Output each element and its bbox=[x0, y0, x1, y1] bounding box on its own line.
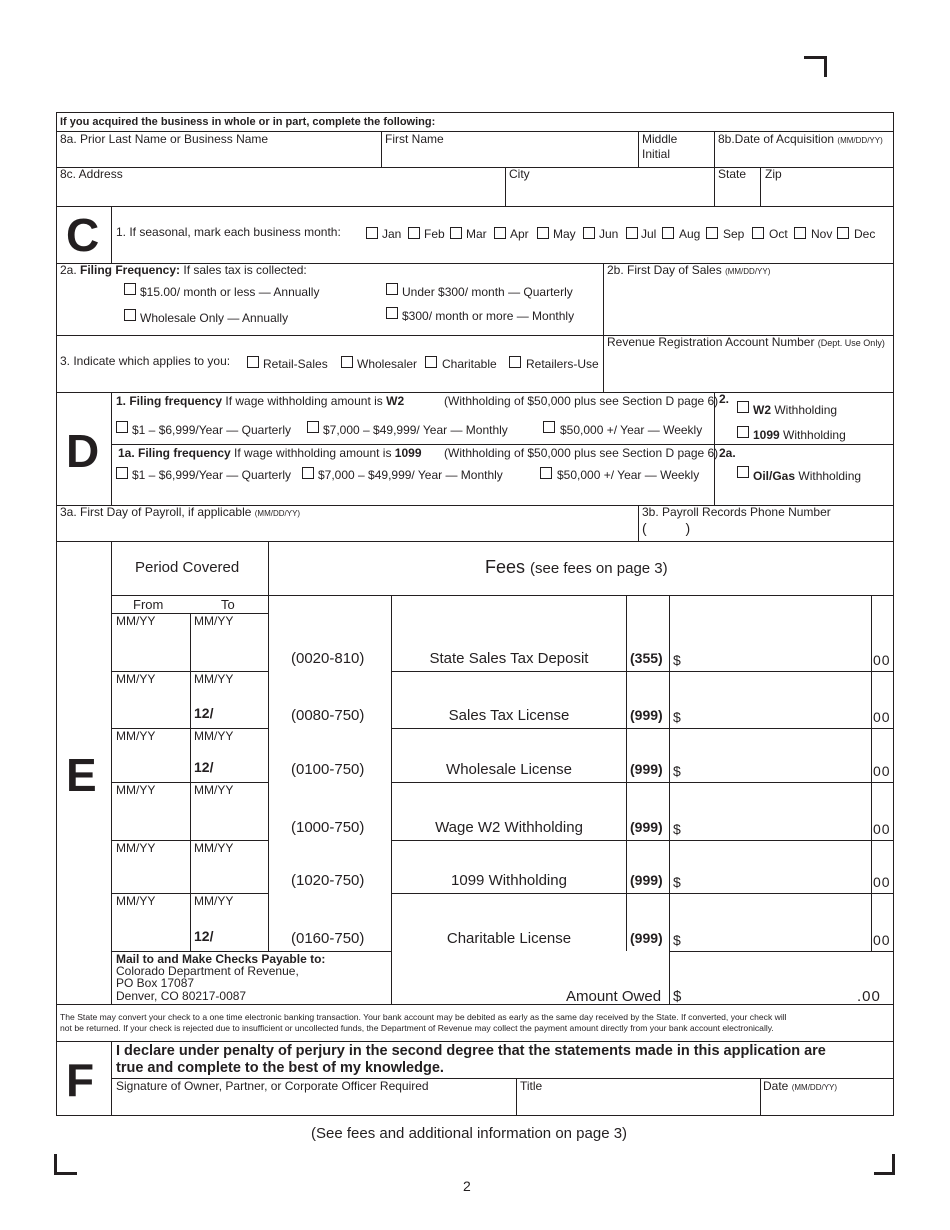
from-format-label: MM/YY bbox=[116, 841, 156, 855]
filing-frequency-1099-label bbox=[118, 447, 422, 459]
wholesaler-checkbox[interactable] bbox=[341, 356, 353, 368]
from-format-label: MM/YY bbox=[116, 729, 156, 743]
fee-cents: 00 bbox=[873, 709, 891, 725]
ff-1099-type: 1099 bbox=[394, 446, 422, 460]
w2-weekly-checkbox[interactable] bbox=[543, 421, 555, 433]
jun-label: Jun bbox=[599, 227, 619, 241]
fee-code: (1000-750) bbox=[291, 819, 365, 836]
oil-gas-withholding-label bbox=[753, 470, 861, 482]
retail-sales-checkbox[interactable] bbox=[247, 356, 259, 368]
fee-cents: 00 bbox=[873, 652, 891, 668]
wholesale-annually-label: Wholesale Only — Annually bbox=[140, 311, 289, 325]
mail-header: Mail to and Make Checks Payable to: bbox=[116, 952, 326, 966]
signature-label: Signature of Owner, Partner, or Corporate Officer Required bbox=[116, 1079, 429, 1093]
section-f-letter: F bbox=[66, 1054, 95, 1106]
fee-amount-field[interactable] bbox=[684, 615, 870, 669]
ff-1099-bold: 1a. Filing frequency bbox=[118, 446, 231, 460]
fee-code: (0100-750) bbox=[291, 761, 365, 778]
acquisition-header: If you acquired the business in whole or in part, complete the following: bbox=[60, 116, 436, 128]
from-format-label: MM/YY bbox=[116, 783, 156, 797]
middle-label: Middle bbox=[642, 132, 678, 146]
1099-withholding-rest: Withholding bbox=[779, 428, 846, 442]
address-label: 8c. Address bbox=[60, 167, 123, 181]
fee-code: (0160-750) bbox=[291, 930, 365, 947]
signature-field[interactable] bbox=[112, 1079, 516, 1115]
footer-note: (See fees and additional information on page 3) bbox=[311, 1125, 628, 1142]
fee-description: 1099 Withholding bbox=[451, 872, 567, 889]
retailers-use-checkbox[interactable] bbox=[509, 356, 521, 368]
dec-label: Dec bbox=[854, 227, 876, 241]
to-format-label: MM/YY bbox=[194, 614, 234, 628]
from-date-field[interactable] bbox=[112, 854, 190, 892]
disclaimer-line-1: The State may convert your check to a one time electronic banking transaction. Your bank account may be debited as early as the same day received by the State. If converted, your check will bbox=[60, 1012, 787, 1022]
prior-name-field[interactable] bbox=[57, 132, 381, 167]
from-header: From bbox=[133, 597, 164, 612]
ff-1099-rest: If wage withholding amount is bbox=[230, 446, 395, 460]
fee-number: (999) bbox=[630, 707, 663, 723]
state-label: State bbox=[718, 167, 747, 181]
feb-checkbox[interactable] bbox=[408, 227, 420, 239]
to-year-prefill: 12/ bbox=[194, 705, 214, 721]
from-date-field[interactable] bbox=[112, 627, 190, 670]
quarterly-checkbox[interactable] bbox=[386, 283, 398, 295]
fees-header bbox=[485, 558, 668, 576]
to-header: To bbox=[221, 597, 235, 612]
from-format-label: MM/YY bbox=[116, 672, 156, 686]
may-checkbox[interactable] bbox=[537, 227, 549, 239]
period-covered-header: Period Covered bbox=[135, 559, 240, 576]
fee-cents: 00 bbox=[873, 763, 891, 779]
first-day-sales-label bbox=[607, 264, 770, 276]
1099-withholding-bold: 1099 bbox=[753, 428, 780, 442]
fee-dollar-sign: $ bbox=[673, 932, 681, 948]
fee-number: (355) bbox=[630, 650, 663, 666]
zip-label: Zip bbox=[765, 167, 782, 181]
dec-checkbox[interactable] bbox=[837, 227, 849, 239]
ff-w2-bold: Filing frequency bbox=[129, 394, 223, 408]
jul-label: Jul bbox=[641, 227, 657, 241]
applies-label: 3. Indicate which applies to you: bbox=[60, 354, 231, 368]
jul-checkbox[interactable] bbox=[626, 227, 638, 239]
to-date-field[interactable] bbox=[191, 627, 268, 670]
fee-description: Charitable License bbox=[446, 930, 572, 947]
phone-area-code[interactable]: ( ) bbox=[642, 520, 691, 536]
d-item-2a-label: 2a. bbox=[719, 446, 736, 460]
address-field[interactable] bbox=[57, 168, 505, 206]
section-e-letter: E bbox=[66, 749, 97, 801]
fee-amount-field[interactable] bbox=[684, 730, 870, 780]
oil-gas-bold: Oil/Gas bbox=[753, 469, 796, 483]
date-acquisition-field[interactable] bbox=[715, 132, 893, 167]
1099-quarterly-label: $1 – $6,999/Year — Quarterly bbox=[132, 468, 291, 482]
w2-weekly-label: $50,000 +/ Year — Weekly bbox=[560, 423, 703, 437]
jan-checkbox[interactable] bbox=[366, 227, 378, 239]
declaration-line-1: I declare under penalty of perjury in the second degree that the statements made in this application are bbox=[116, 1043, 826, 1059]
oil-gas-withholding-checkbox[interactable] bbox=[737, 466, 749, 478]
city-label: City bbox=[509, 167, 530, 181]
revenue-account-text: Revenue Registration Account Number bbox=[607, 335, 815, 349]
mail-line-1: Colorado Department of Revenue, bbox=[116, 964, 299, 978]
monthly-checkbox[interactable] bbox=[386, 307, 398, 319]
fee-code: (1020-750) bbox=[291, 872, 365, 889]
annually-label: $15.00/ month or less — Annually bbox=[140, 285, 320, 299]
annually-checkbox[interactable] bbox=[124, 283, 136, 295]
filing-frequency-num: 2a. bbox=[60, 263, 81, 277]
filing-frequency-w2-label bbox=[116, 395, 404, 407]
fee-number: (999) bbox=[630, 761, 663, 777]
fee-cents: 00 bbox=[873, 821, 891, 837]
ff-w2-rest: If wage withholding amount is bbox=[222, 394, 387, 408]
from-format-label: MM/YY bbox=[116, 614, 156, 628]
feb-label: Feb bbox=[424, 227, 445, 241]
state-field[interactable] bbox=[715, 168, 760, 206]
fee-cents: 00 bbox=[873, 874, 891, 890]
to-year-prefill: 12/ bbox=[194, 759, 214, 775]
d-item-2-label: 2. bbox=[719, 392, 730, 406]
charitable-checkbox[interactable] bbox=[425, 356, 437, 368]
oct-checkbox[interactable] bbox=[752, 227, 764, 239]
retail-sales-label: Retail-Sales bbox=[263, 357, 328, 371]
to-format-label: MM/YY bbox=[194, 672, 234, 686]
w2-withholding-rest: Withholding bbox=[771, 403, 838, 417]
payroll-phone-label: 3b. Payroll Records Phone Number bbox=[642, 505, 831, 519]
mail-line-2: PO Box 17087 bbox=[116, 976, 195, 990]
filing-frequency-rest: If sales tax is collected: bbox=[180, 263, 307, 277]
fee-dollar-sign: $ bbox=[673, 821, 681, 837]
mar-label: Mar bbox=[466, 227, 487, 241]
charitable-label: Charitable bbox=[442, 357, 497, 371]
title-field[interactable] bbox=[517, 1079, 760, 1115]
sep-label: Sep bbox=[723, 227, 745, 241]
fee-amount-field[interactable] bbox=[684, 895, 870, 949]
from-format-label: MM/YY bbox=[116, 894, 156, 908]
aug-checkbox[interactable] bbox=[662, 227, 674, 239]
fee-cents: 00 bbox=[873, 932, 891, 948]
fee-number: (999) bbox=[630, 872, 663, 888]
section-d-letter: D bbox=[66, 425, 100, 477]
from-date-field[interactable] bbox=[112, 907, 190, 950]
fee-dollar-sign: $ bbox=[673, 763, 681, 779]
fee-description: Wage W2 Withholding bbox=[435, 819, 583, 836]
apr-checkbox[interactable] bbox=[494, 227, 506, 239]
revenue-account-label bbox=[607, 336, 885, 348]
fee-code: (0080-750) bbox=[291, 707, 365, 724]
first-day-sales-format: (MM/DD/YY) bbox=[725, 267, 771, 276]
w2-monthly-label: $7,000 – $49,999/ Year — Monthly bbox=[323, 423, 508, 437]
signature-date-text: Date bbox=[763, 1079, 789, 1093]
to-date-field[interactable] bbox=[191, 854, 268, 892]
fee-dollar-sign: $ bbox=[673, 709, 681, 725]
disclaimer-line-2: not be returned. If your check is rejected due to insufficient or uncollected funds, the Department of Revenue may collect the payment amount directly from your bank account electronically. bbox=[60, 1023, 774, 1033]
date-acquisition-text: 8b.Date of Acquisition bbox=[718, 132, 835, 146]
1099-withholding-label bbox=[753, 429, 846, 441]
payroll-date-text: 3a. First Day of Payroll, if applicable bbox=[60, 505, 252, 519]
amount-owed-dollar: $ bbox=[673, 988, 682, 1005]
fee-amount-field[interactable] bbox=[684, 842, 870, 891]
first-day-sales-text: 2b. First Day of Sales bbox=[607, 263, 722, 277]
first-name-label: First Name bbox=[385, 132, 444, 146]
w2-withholding-checkbox[interactable] bbox=[737, 401, 749, 413]
oct-label: Oct bbox=[769, 227, 788, 241]
to-date-field[interactable] bbox=[191, 796, 268, 839]
retailers-use-label: Retailers-Use bbox=[526, 357, 599, 371]
fee-dollar-sign: $ bbox=[673, 874, 681, 890]
w2-monthly-checkbox[interactable] bbox=[307, 421, 319, 433]
first-name-field[interactable] bbox=[382, 132, 638, 167]
prior-name-label: 8a. Prior Last Name or Business Name bbox=[60, 132, 269, 146]
nov-checkbox[interactable] bbox=[794, 227, 806, 239]
revenue-account-note: (Dept. Use Only) bbox=[817, 338, 885, 348]
fee-description: State Sales Tax Deposit bbox=[429, 650, 589, 667]
fee-number: (999) bbox=[630, 819, 663, 835]
ff-w2-type: W2 bbox=[386, 394, 405, 408]
declaration-line-2: true and complete to the best of my knowledge. bbox=[116, 1060, 444, 1076]
first-day-sales-field[interactable] bbox=[604, 278, 893, 334]
to-year-prefill: 12/ bbox=[194, 928, 214, 944]
jun-checkbox[interactable] bbox=[583, 227, 595, 239]
monthly-label: $300/ month or more — Monthly bbox=[402, 309, 575, 323]
amount-owed-field[interactable] bbox=[684, 985, 854, 1003]
w2-quarterly-label: $1 – $6,999/Year — Quarterly bbox=[132, 423, 291, 437]
sep-checkbox[interactable] bbox=[706, 227, 718, 239]
amount-owed-cents: .00 bbox=[857, 988, 881, 1005]
fee-amount-field[interactable] bbox=[684, 673, 870, 726]
city-field[interactable] bbox=[506, 168, 714, 206]
to-format-label: MM/YY bbox=[194, 894, 234, 908]
seasonal-label: 1. If seasonal, mark each business month: bbox=[116, 225, 341, 239]
payroll-date-field[interactable] bbox=[57, 506, 638, 541]
to-format-label: MM/YY bbox=[194, 783, 234, 797]
corner-mark-bottom-left bbox=[54, 1154, 77, 1175]
apr-label: Apr bbox=[510, 227, 529, 241]
amount-owed-label: Amount Owed bbox=[566, 988, 662, 1005]
fee-code: (0020-810) bbox=[291, 650, 365, 667]
1099-monthly-label: $7,000 – $49,999/ Year — Monthly bbox=[318, 468, 503, 482]
signature-date-field[interactable] bbox=[761, 1079, 893, 1115]
to-format-label: MM/YY bbox=[194, 729, 234, 743]
w2-withholding-label bbox=[753, 404, 837, 416]
mar-checkbox[interactable] bbox=[450, 227, 462, 239]
from-date-field[interactable] bbox=[112, 685, 190, 727]
fee-amount-field[interactable] bbox=[684, 784, 870, 838]
1099-weekly-checkbox[interactable] bbox=[540, 467, 552, 479]
corner-mark-bottom-right bbox=[874, 1154, 895, 1175]
aug-label: Aug bbox=[679, 227, 701, 241]
withholding-note-1: (Withholding of $50,000 plus see Section D page 6) bbox=[444, 394, 719, 408]
withholding-note-2: (Withholding of $50,000 plus see Section D page 6) bbox=[444, 446, 719, 460]
payroll-date-format: (MM/DD/YY) bbox=[254, 509, 301, 518]
filing-frequency-bold: Filing Frequency: bbox=[80, 263, 181, 277]
1099-quarterly-checkbox[interactable] bbox=[116, 467, 128, 479]
to-format-label: MM/YY bbox=[194, 841, 234, 855]
from-date-field[interactable] bbox=[112, 742, 190, 781]
mail-line-3: Denver, CO 80217-0087 bbox=[116, 989, 247, 1003]
fee-number: (999) bbox=[630, 930, 663, 946]
page-number: 2 bbox=[463, 1178, 471, 1194]
signature-date-format: (MM/DD/YY) bbox=[791, 1083, 838, 1092]
date-acquisition-format: (MM/DD/YY) bbox=[837, 136, 883, 145]
middle-initial-field[interactable] bbox=[639, 132, 714, 167]
may-label: May bbox=[553, 227, 576, 241]
ff-w2-num: 1. bbox=[116, 394, 130, 408]
quarterly-label: Under $300/ month — Quarterly bbox=[402, 285, 573, 299]
from-date-field[interactable] bbox=[112, 796, 190, 839]
wholesale-annually-checkbox[interactable] bbox=[124, 309, 136, 321]
fee-description: Sales Tax License bbox=[448, 707, 570, 724]
w2-quarterly-checkbox[interactable] bbox=[116, 421, 128, 433]
filing-frequency-label bbox=[60, 264, 307, 276]
w2-withholding-bold: W2 bbox=[753, 403, 771, 417]
wholesaler-label: Wholesaler bbox=[357, 357, 418, 371]
1099-monthly-checkbox[interactable] bbox=[302, 467, 314, 479]
fees-note: (see fees on page 3) bbox=[530, 560, 668, 577]
title-label: Title bbox=[520, 1079, 543, 1093]
fees-title: Fees bbox=[485, 557, 526, 577]
section-c-letter: C bbox=[66, 209, 100, 261]
nov-label: Nov bbox=[811, 227, 833, 241]
initial-label: Initial bbox=[642, 147, 671, 161]
fee-dollar-sign: $ bbox=[673, 652, 681, 668]
jan-label: Jan bbox=[382, 227, 402, 241]
1099-withholding-checkbox[interactable] bbox=[737, 426, 749, 438]
oil-gas-rest: Withholding bbox=[795, 469, 862, 483]
corner-mark-top-right bbox=[804, 56, 827, 77]
zip-field[interactable] bbox=[761, 168, 893, 206]
1099-weekly-label: $50,000 +/ Year — Weekly bbox=[557, 468, 700, 482]
fee-description: Wholesale License bbox=[446, 761, 572, 778]
